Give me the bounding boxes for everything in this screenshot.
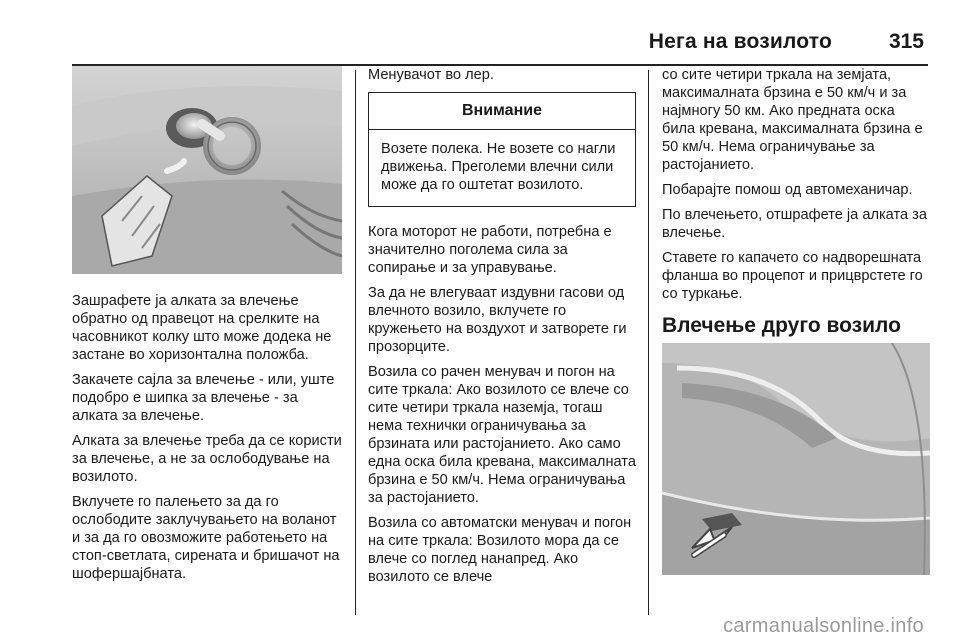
paragraph: За да не влегуваат издувни гасови од влечното возило, вклучете го кружењето на воздухот и затворете ги прозорците. bbox=[368, 285, 627, 355]
paragraph: Возила со рачен менувач и погон на сите тркала: Ако возилото се влече со сите четири тркала наземја, тогаш нема технички ограничувања за брзината или растојанието. Ако само една оска била кревана, максималната брзина е 50 км/ч. Нема ограничувања за растојанието. bbox=[368, 364, 636, 506]
paragraph: Вклучете го палењето за да го ослободите заклучувањето на воланот и за да го овозможите работењето на стоп-светлата, сирената и бришачот на шофершајбната. bbox=[72, 494, 340, 582]
warning-body: Возете полека. Не возете со нагли движења. Преголеми влечни сили може да го оштетат возилото. bbox=[381, 141, 616, 193]
page-header bbox=[72, 24, 928, 66]
paragraph: Возила со автоматски менувач и погон на сите тркала: Возилото мора да се влече со поглед нанапред. Ако возилото се влече bbox=[368, 515, 632, 585]
column-3 bbox=[662, 66, 930, 575]
tow-eye-illustration bbox=[72, 66, 342, 274]
paragraph: Алката за влечење треба да се користи за влечење, а не за ослободување на возилото. bbox=[72, 433, 342, 485]
column-1 bbox=[72, 66, 344, 590]
rear-bumper-drawing bbox=[662, 343, 930, 575]
column-2 bbox=[368, 66, 636, 593]
page-number: 315 bbox=[888, 30, 924, 53]
tow-eye-drawing bbox=[72, 66, 342, 274]
watermark: carmanualsonline.info bbox=[723, 615, 924, 637]
running-header-title: Нега на возилото bbox=[648, 30, 832, 53]
paragraph: По влечењето, отшрафете ја алката за влечење. bbox=[662, 207, 927, 241]
rear-tow-eye-illustration bbox=[662, 343, 930, 575]
paragraph: со сите четири тркала на земјата, максималната брзина е 50 км/ч и за најмногу 50 км. Ако предната оска била кревана, максималната брзина е 50 км/ч. Нема ограничување за растојанието. bbox=[662, 67, 923, 173]
paragraph: Побарајте помош од автомеханичар. bbox=[662, 182, 913, 198]
paragraph: Зашрафете ја алката за влечење обратно од правецот на срелките на часовникот колку што може додека не застане во хоризонтална положба. bbox=[72, 293, 332, 363]
paragraph: Менувачот во лер. bbox=[368, 67, 494, 83]
paragraph: Закачете сајла за влечење - или, уште подобро е шипка за влечење - за алката за влечење. bbox=[72, 372, 335, 424]
column-divider-2 bbox=[648, 70, 649, 615]
paragraph: Кога моторот не работи, потребна е значително поголема сила за сопирање и за управување. bbox=[368, 224, 612, 276]
warning-box bbox=[368, 92, 636, 207]
section-heading: Влечење друго возило bbox=[662, 314, 901, 337]
warning-title: Внимание bbox=[369, 93, 635, 130]
column-divider-1 bbox=[355, 70, 356, 615]
paragraph: Ставете го капачето со надворешната фланша во процепот и прицврстете го со туркање. bbox=[662, 250, 923, 302]
